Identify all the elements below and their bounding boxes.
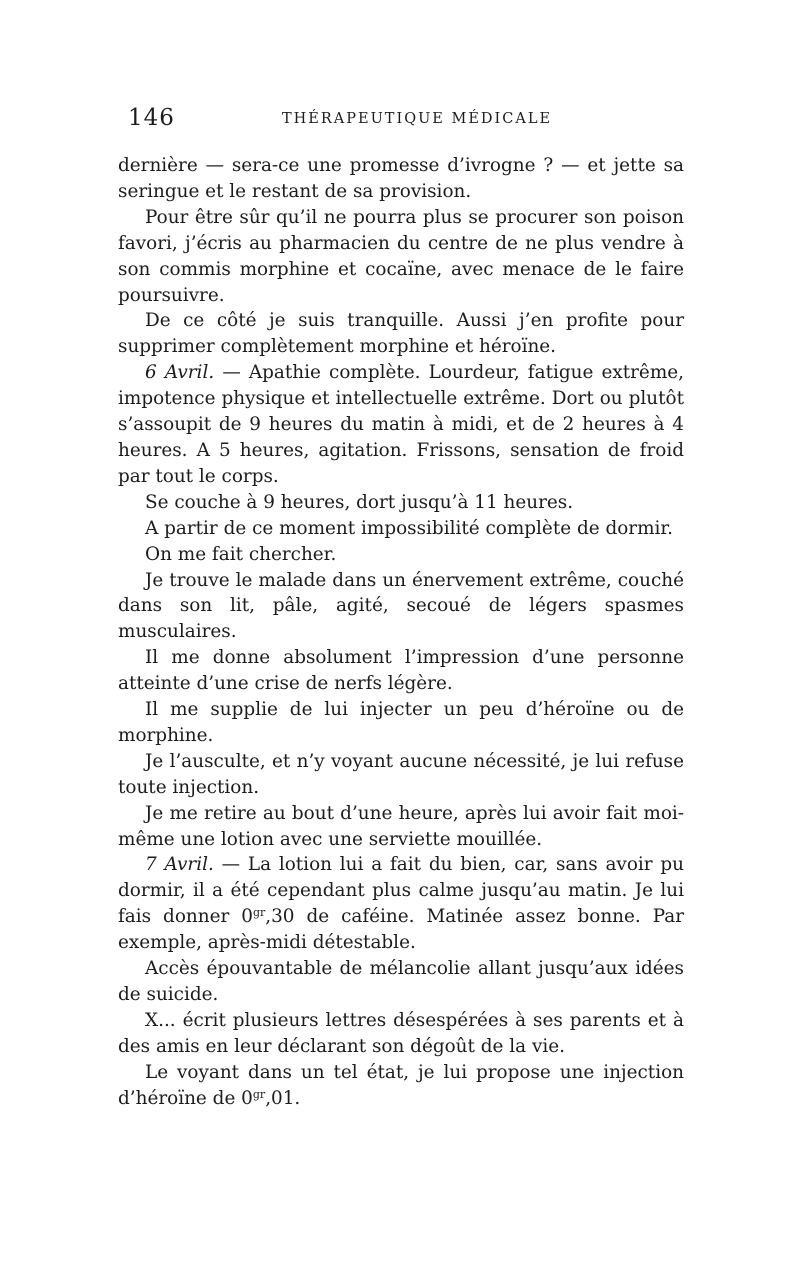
paragraph — [118, 749, 684, 801]
date-heading: 6 Avril. — [145, 362, 215, 384]
text-run: ,01. — [265, 1087, 301, 1109]
text-run: On me fait chercher. — [145, 543, 337, 565]
paragraph — [118, 153, 684, 205]
paragraph — [118, 645, 684, 697]
text-run: ,30 de caféine. Matinée assez bonne. Par exemple, après-midi détestable. — [118, 906, 684, 954]
paragraph — [118, 205, 684, 309]
paragraph — [118, 568, 684, 646]
unit-superscript: gr — [252, 1087, 266, 1101]
text-run: — Apathie complète. Lourdeur, fatigue extrême, impotence physique et intellectuelle extrême. Dort ou plutôt s’assoupit de 9 heures du matin à midi, et de 2 heures à 4 heures. A 5 heures, agitation. Frissons, sensation de froid par tout le corps. — [118, 362, 684, 487]
paragraph — [118, 1008, 684, 1060]
text-run: Je trouve le malade dans un énervement extrême, couché dans son lit, pâle, agité, secoué de légers spasmes musculaires. — [118, 569, 684, 643]
paragraph — [118, 956, 684, 1008]
page-number: 146 — [128, 105, 175, 131]
paragraph — [118, 516, 684, 542]
paragraph — [118, 852, 684, 956]
text-run: — La lotion lui a fait du bien, car, sans avoir pu dormir, il a été cependant plus calme jusqu’au matin. Je lui fais donner 0 — [118, 854, 684, 928]
text-run: dernière — sera-ce une promesse d’ivrogne ? — et jette sa seringue et le restant de sa provision. — [118, 155, 684, 202]
paragraph — [118, 308, 684, 360]
text-run: Il me donne absolument l’impression d’une personne atteinte d’une crise de nerfs légère. — [118, 647, 684, 695]
text-run: Je me retire au bout d’une heure, après lui avoir fait moi-même une lotion avec une serviette mouillée. — [118, 802, 684, 850]
text-run: Se couche à 9 heures, dort jusqu’à 11 heures. — [145, 491, 574, 513]
running-title: THÉRAPEUTIQUE MÉDICALE — [281, 111, 553, 127]
text-run: X... écrit plusieurs lettres désespérées à ses parents et à des amis en leur déclarant son dégoût de la vie. — [118, 1009, 684, 1057]
paragraph — [118, 490, 684, 516]
text-run: Le voyant dans un tel état, je lui propose une injection d’héroïne de 0 — [118, 1061, 684, 1109]
text-run: Je l’ausculte, et n’y voyant aucune nécessité, je lui refuse toute injection. — [118, 750, 684, 798]
paragraph — [118, 801, 684, 853]
text-run: De ce côté je suis tranquille. Aussi j’en profite pour supprimer complètement morphine et héroïne. — [118, 310, 684, 358]
body-text — [118, 153, 684, 1112]
paragraph — [118, 697, 684, 749]
page-header — [120, 105, 680, 135]
paragraph — [118, 542, 684, 568]
text-run: A partir de ce moment impossibilité complète de dormir. — [145, 517, 674, 539]
unit-superscript: gr — [252, 906, 266, 920]
paragraph — [118, 1060, 684, 1112]
date-heading: 7 Avril. — [145, 854, 214, 876]
text-run: Pour être sûr qu’il ne pourra plus se procurer son poison favori, j’écris au pharmacien du centre de ne plus vendre à son commis morphine et cocaïne, avec menace de le faire poursuivre. — [118, 206, 684, 306]
text-run: Accès épouvantable de mélancolie allant jusqu’aux idées de suicide. — [118, 958, 684, 1005]
text-run: Il me supplie de lui injecter un peu d’héroïne ou de morphine. — [118, 699, 684, 746]
paragraph — [118, 360, 684, 490]
